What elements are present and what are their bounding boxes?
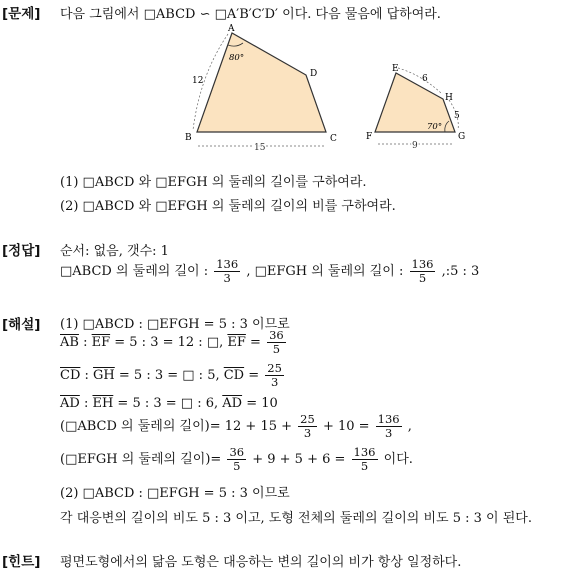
answer-prefix2: , □EFGH 의 둘레의 길이 : [246, 264, 404, 280]
answer-tag: [정답] [2, 243, 41, 259]
question-1: (1) □ABCD 와 □EFGH 의 둘레의 길이를 구하여라. [60, 175, 367, 190]
solution-tag: [해설] [2, 317, 41, 333]
segment-cd: $\overline{CD}$ [60, 368, 81, 384]
side-bc-label: 15 [254, 143, 266, 153]
label-c: C [330, 134, 337, 144]
answer-frac2 [410, 258, 436, 285]
answer-suffix: ,:5 : 3 [441, 264, 480, 280]
fraction [298, 413, 317, 440]
label-e: E [392, 64, 399, 74]
frac-den: 5 [360, 459, 369, 474]
solution-line6 [60, 446, 413, 473]
side-fg-label: 9 [412, 141, 418, 151]
quadrilateral-abcd [197, 33, 326, 132]
label-a: A [228, 24, 235, 34]
answer-line1: 순서: 없음, 갯수: 1 [60, 244, 169, 259]
angle-g-label: 70° [427, 122, 443, 132]
similar-quadrilaterals-figure [170, 20, 480, 155]
frac-num: 136 [411, 257, 434, 271]
problem-text: 다음 그림에서 □ABCD ∽ □A′B′C′D′ 이다. 다음 물음에 답하여라. [60, 7, 441, 22]
solution-line1: (1) □ABCD : □EFGH = 5 : 3 이므로 [60, 317, 290, 332]
label-g: G [458, 132, 466, 142]
label-d: D [310, 69, 318, 79]
frac-num: 136 [216, 257, 239, 271]
fraction [265, 362, 284, 389]
perimeter-efgh-text: (□EFGH 의 둘레의 길이)= [60, 452, 222, 468]
frac-den: 3 [270, 375, 279, 390]
frac-num: 25 [267, 361, 282, 375]
solution-line7: (2) □ABCD : □EFGH = 5 : 3 이므로 [60, 486, 290, 501]
ratio-sep: : [78, 335, 92, 351]
solution-line2 [60, 329, 288, 356]
frac-den: 3 [223, 271, 231, 286]
label-f: F [366, 132, 373, 142]
perimeter-abcd-end: , [403, 419, 412, 435]
perimeter-efgh-end: 이다. [379, 452, 413, 468]
segment-eh: $\overline{EH}$ [92, 396, 114, 411]
hint-text: 평면도형에서의 닮음 도형은 대응하는 변의 길이의 비가 항상 일정하다. [60, 555, 462, 570]
label-b: B [185, 133, 192, 143]
segment-ad: $\overline{AD}$ [222, 396, 243, 411]
ratio-sep: : [79, 396, 93, 411]
answer-frac1 [214, 258, 240, 285]
answer-prefix1: □ABCD 의 둘레의 길이 : [60, 264, 209, 280]
perimeter-abcd-text: (□ABCD 의 둘레의 길이)= 12 + 15 + [60, 419, 293, 435]
side-hg-label: 5 [454, 111, 460, 121]
solution-line5 [60, 413, 412, 440]
ratio-text: = 5 : 3 = □ : 6, [113, 396, 223, 411]
segment-ad: $\overline{AD}$ [60, 396, 80, 411]
solution-line8: 각 대응변의 길이의 비도 5 : 3 이고, 도형 전체의 둘레의 길이의 비도 5 : 3 이 된다. [60, 511, 532, 526]
frac-den: 3 [384, 426, 393, 441]
ratio-text: = 5 : 3 = □ : 5, [114, 368, 224, 384]
fraction [376, 413, 402, 440]
segment-ab: $\overline{AB}$ [60, 335, 79, 351]
frac-num: 36 [229, 445, 245, 459]
segment-gh: $\overline{GH}$ [93, 368, 115, 384]
question-2: (2) □ABCD 와 □EFGH 의 둘레의 길이의 비를 구하여라. [60, 199, 396, 214]
perimeter-abcd-mid: + 10 = [322, 419, 370, 435]
fraction [267, 329, 286, 356]
fraction [352, 446, 378, 473]
answer-line2 [60, 258, 479, 285]
equals: = [245, 335, 261, 351]
fraction [227, 446, 246, 473]
side-ab-label: 12 [192, 76, 204, 86]
ratio-text: = 10 [242, 396, 278, 411]
quadrilateral-efgh [375, 73, 455, 132]
segment-cd: $\overline{CD}$ [223, 368, 245, 384]
perimeter-efgh-mid: + 9 + 5 + 6 = [252, 452, 346, 468]
ratio-text: = 5 : 3 = 12 : □, [110, 335, 228, 351]
frac-num: 136 [353, 445, 376, 459]
hint-tag: [힌트] [2, 554, 41, 570]
frac-num: 36 [269, 328, 284, 342]
segment-ef: $\overline{EF}$ [227, 335, 246, 351]
segment-ef: $\overline{EF}$ [91, 335, 111, 351]
angle-a-label: 80° [229, 53, 245, 63]
solution-line3 [60, 362, 286, 389]
frac-den: 3 [303, 426, 312, 441]
frac-num: 25 [300, 412, 315, 426]
solution-line4 [60, 396, 278, 411]
label-h: H [445, 93, 453, 103]
problem-tag: [문제] [2, 6, 41, 22]
ratio-sep: : [80, 368, 94, 384]
side-eh-label: 6 [422, 74, 428, 84]
frac-den: 5 [272, 342, 281, 357]
frac-num: 136 [377, 412, 400, 426]
equals: = [244, 368, 260, 384]
frac-den: 5 [233, 459, 241, 474]
frac-den: 5 [418, 271, 427, 286]
